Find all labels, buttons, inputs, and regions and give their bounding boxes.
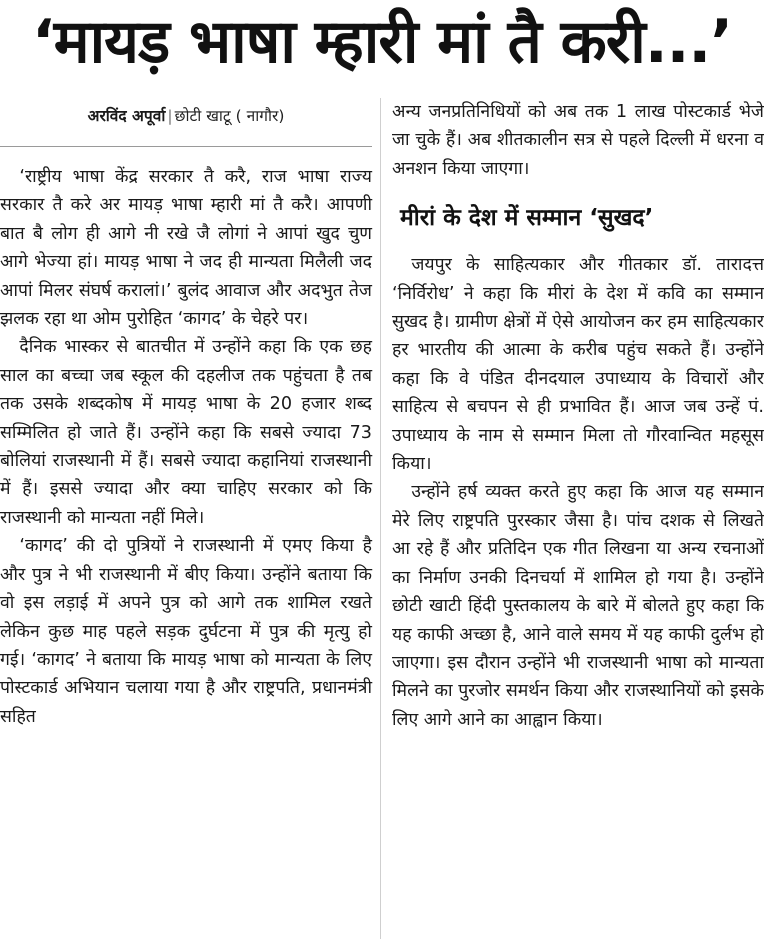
article-paragraph: ‘कागद’ की दो पुत्रियों ने राजस्थानी में एमए किया है और पुत्र ने भी राजस्थानी में बीए किया। उन्होंने बताया कि वो इस लड़ाई में अपने पुत्र को आगे तक शामिल रखते लेकिन कुछ माह पहले सड़क दुर्घटना में पुत्र की मृत्यु हो गई। ‘कागद’ ने बताया कि मायड़ भाषा को मान्यता के लिए पोस्टकार्ड अभियान चलाया गया है और राष्ट्रपति, प्रधानमंत्री सहित	[0, 536, 372, 727]
article-paragraph: जयपुर के साहित्यकार और गीतकार डॉ. तारादत्त ‘निर्विरोध’ ने कहा कि मीरां के देश में कवि का सम्मान सुखद है। ग्रामीण क्षेत्रों में ऐसे आयोजन कर हम साहित्यकार हर भारतीय की आत्मा के करीब पहुंच सकते हैं। उन्होंने कहा कि वे पंडित दीनदयाल उपाध्याय के विचारों और साहित्य से बचपन से ही प्रभावित हैं। आज जब उन्हें पं. उपाध्याय के नाम से सम्मान मिला तो गौरवान्वित महसूस किया।	[392, 255, 764, 475]
article-paragraph-continued: अन्य जनप्रतिनिधियों को अब तक 1 लाख पोस्टकार्ड भेजे जा चुके हैं। अब शीतकालीन सत्र से पहले दिल्ली में धरना व अनशन किया जाएगा।	[392, 102, 764, 179]
article-paragraph: उन्होंने हर्ष व्यक्त करते हुए कहा कि आज यह सम्मान मेरे लिए राष्ट्रपति पुरस्कार जैसा है। पांच दशक से लिखते आ रहे हैं और प्रतिदिन एक गीत लिखना या अन्य रचनाओं का निर्माण उनकी दिनचर्या में शामिल हो गया है। उन्होंने छोटी खाटी हिंदी पुस्तकालय के बारे में बोलते हुए कहा कि यह काफी अच्छा है, आने वाले समय में यह काफी दुर्लभ हो जाएगा। इस दौरान उन्होंने भी राजस्थानी भाषा को मान्यता मिलने का पुरजोर समर्थन किया और राजस्थानियों को इसके लिए आगे आने का आह्वान किया।	[392, 482, 764, 730]
right-column	[392, 98, 764, 734]
article-subheading: मीरां के देश में सम्मान ‘सुखद’	[400, 205, 654, 232]
article-paragraph: ‘राष्ट्रीय भाषा केंद्र सरकार तै करै, राज भाषा राज्य सरकार तै करे अर मायड़ भाषा म्हारी मां तै करै। आपणी बात बै लोग ही आगे नी रखे जै लोगां ने आपां खुद चुण आगे भेज्या हां। मायड़ भाषा ने जद ही मान्यता मिलैली जद आपां मिलर संघर्ष करालां।’ बुलंद आवाज और अदभुत तेज झलक रहा था ओम पुरोहित ‘कागद’ के चेहरे पर।	[0, 167, 372, 330]
article-headline: ‘मायड़ भाषा म्हारी मां तै करी...’	[31, 7, 733, 77]
left-column	[0, 98, 372, 731]
byline	[0, 98, 372, 134]
byline-place: छोटी खाटू ( नागौर)	[174, 107, 285, 125]
byline-author: अरविंद अपूर्वा	[87, 107, 166, 125]
column-divider	[380, 98, 381, 939]
article-paragraph: दैनिक भास्कर से बातचीत में उन्होंने कहा कि एक छह साल का बच्चा जब स्कूल की दहलीज तक पहुंचता है तब तक उसके शब्दकोष में मायड़ भाषा के 20 हजार शब्द सम्मिलित हो जाते हैं। उन्होंने कहा कि सबसे ज्यादा 73 बोलियां राजस्थानी में हैं। सबसे ज्यादा कहानियां राजस्थानी में हैं। इससे ज्यादा और क्या चाहिए सरकार को कि राजस्थानी को मान्यता नहीं मिले।	[0, 337, 372, 528]
byline-separator: |	[167, 107, 173, 125]
